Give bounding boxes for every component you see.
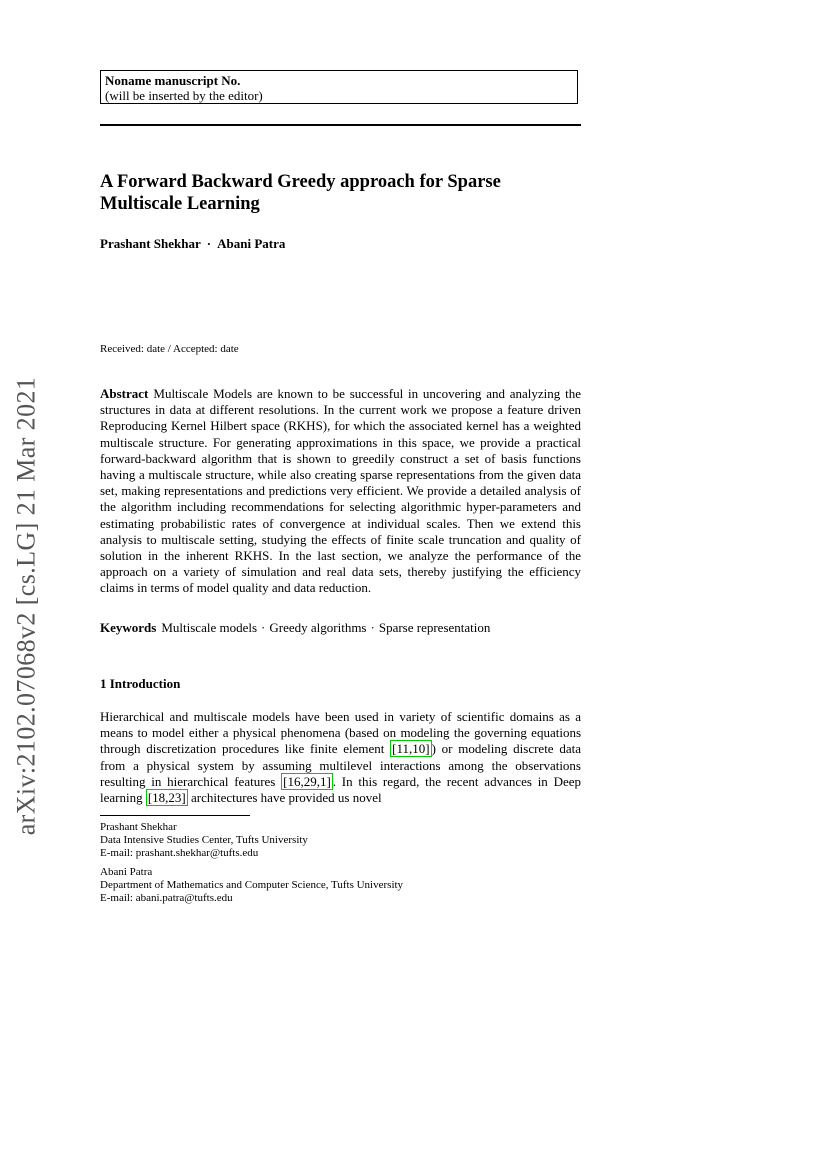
abstract-text: Multiscale Models are known to be successful in uncovering and analyzing the structures in data at different resolutions. In the current work we propose a feature driven Reproducing Kernel Hilbert space (RKHS), for which the associated kernel has a weighted multiscale structure. For generating approximations in this space, we provide a practical forward-backward algorithm that is shown to greedily construct a set of basis functions having a multiscale structure, while also creating sparse representations from the given data set, making representations and predictions very efficient. We provide a detailed analysis of the algorithm including recommendations for selecting algorithmic hyper-parameters and estimating probabilistic rates of convergence at individual scales. Then we extend this analysis to multiscale setting, studying the effects of finite scale truncation and quality of solution in the inherent RKHS. In the last section, we analyze the performance of the approach on a variety of simulation and real data sets, thereby justifying the efficiency claims in terms of model quality and data reduction.: [100, 386, 581, 596]
received-date: Received: date / Accepted: date: [100, 343, 239, 355]
paragraph-text: Hierarchical and multiscale models have been used in variety of scientific domains as a means to model either a physical phenomena (based on modeling the governing equations through discretization procedures like finite element: [100, 709, 581, 757]
author-separator: ·: [206, 236, 212, 251]
affiliation-org: Data Intensive Studies Center, Tufts University: [100, 834, 308, 846]
abstract-heading: Abstract: [100, 386, 149, 401]
manuscript-box: [100, 70, 578, 104]
affiliation-block: [100, 866, 403, 905]
author-name: Prashant Shekhar: [100, 236, 201, 251]
arxiv-identifier-text: arXiv:2102.07068v2 [cs.LG] 21 Mar 2021: [11, 376, 41, 836]
affiliation-name: Prashant Shekhar: [100, 821, 177, 833]
arxiv-identifier: [6, 363, 46, 849]
paragraph-text: ) or modeling discrete data from a physical system by assuming multilevel interactions among the observations resulting in hierarchical features: [100, 741, 581, 789]
keywords-heading: Keywords: [100, 620, 157, 635]
manuscript-number: Noname manuscript No.: [105, 73, 241, 88]
author-name: Abani Patra: [217, 236, 286, 251]
keyword: Greedy algorithms: [269, 620, 367, 635]
paragraph-text: . In this regard, the recent advances in Deep learning: [100, 773, 581, 806]
citation-link[interactable]: [18,23]: [147, 790, 186, 806]
citation-link[interactable]: [16,29,1]: [283, 773, 331, 789]
paragraph-text: architectures have provided us novel: [187, 790, 382, 806]
section-heading: 1 Introduction: [100, 676, 181, 691]
abstract: [100, 386, 581, 597]
affiliation-name: Abani Patra: [100, 866, 153, 878]
keyword: Multiscale models: [161, 620, 258, 635]
paper-title: A Forward Backward Greedy approach for Sparse Multiscale Learning: [100, 172, 501, 214]
author-list: [100, 236, 285, 252]
keyword-separator: ·: [261, 620, 266, 635]
keyword-separator: ·: [370, 620, 375, 635]
header-rule: [100, 124, 581, 126]
affiliation-email: E-mail: abani.patra@tufts.edu: [100, 892, 233, 904]
citation-link[interactable]: [11,10]: [392, 741, 430, 757]
editor-note: (will be inserted by the editor): [105, 88, 263, 103]
introduction-paragraph: [100, 709, 581, 806]
affiliation-email: E-mail: prashant.shekhar@tufts.edu: [100, 847, 259, 859]
keywords: [100, 620, 581, 636]
affiliation-org: Department of Mathematics and Computer Science, Tufts University: [100, 879, 404, 891]
footnote-rule: [100, 815, 250, 816]
affiliation-block: [100, 821, 308, 860]
keyword: Sparse representation: [378, 620, 491, 635]
